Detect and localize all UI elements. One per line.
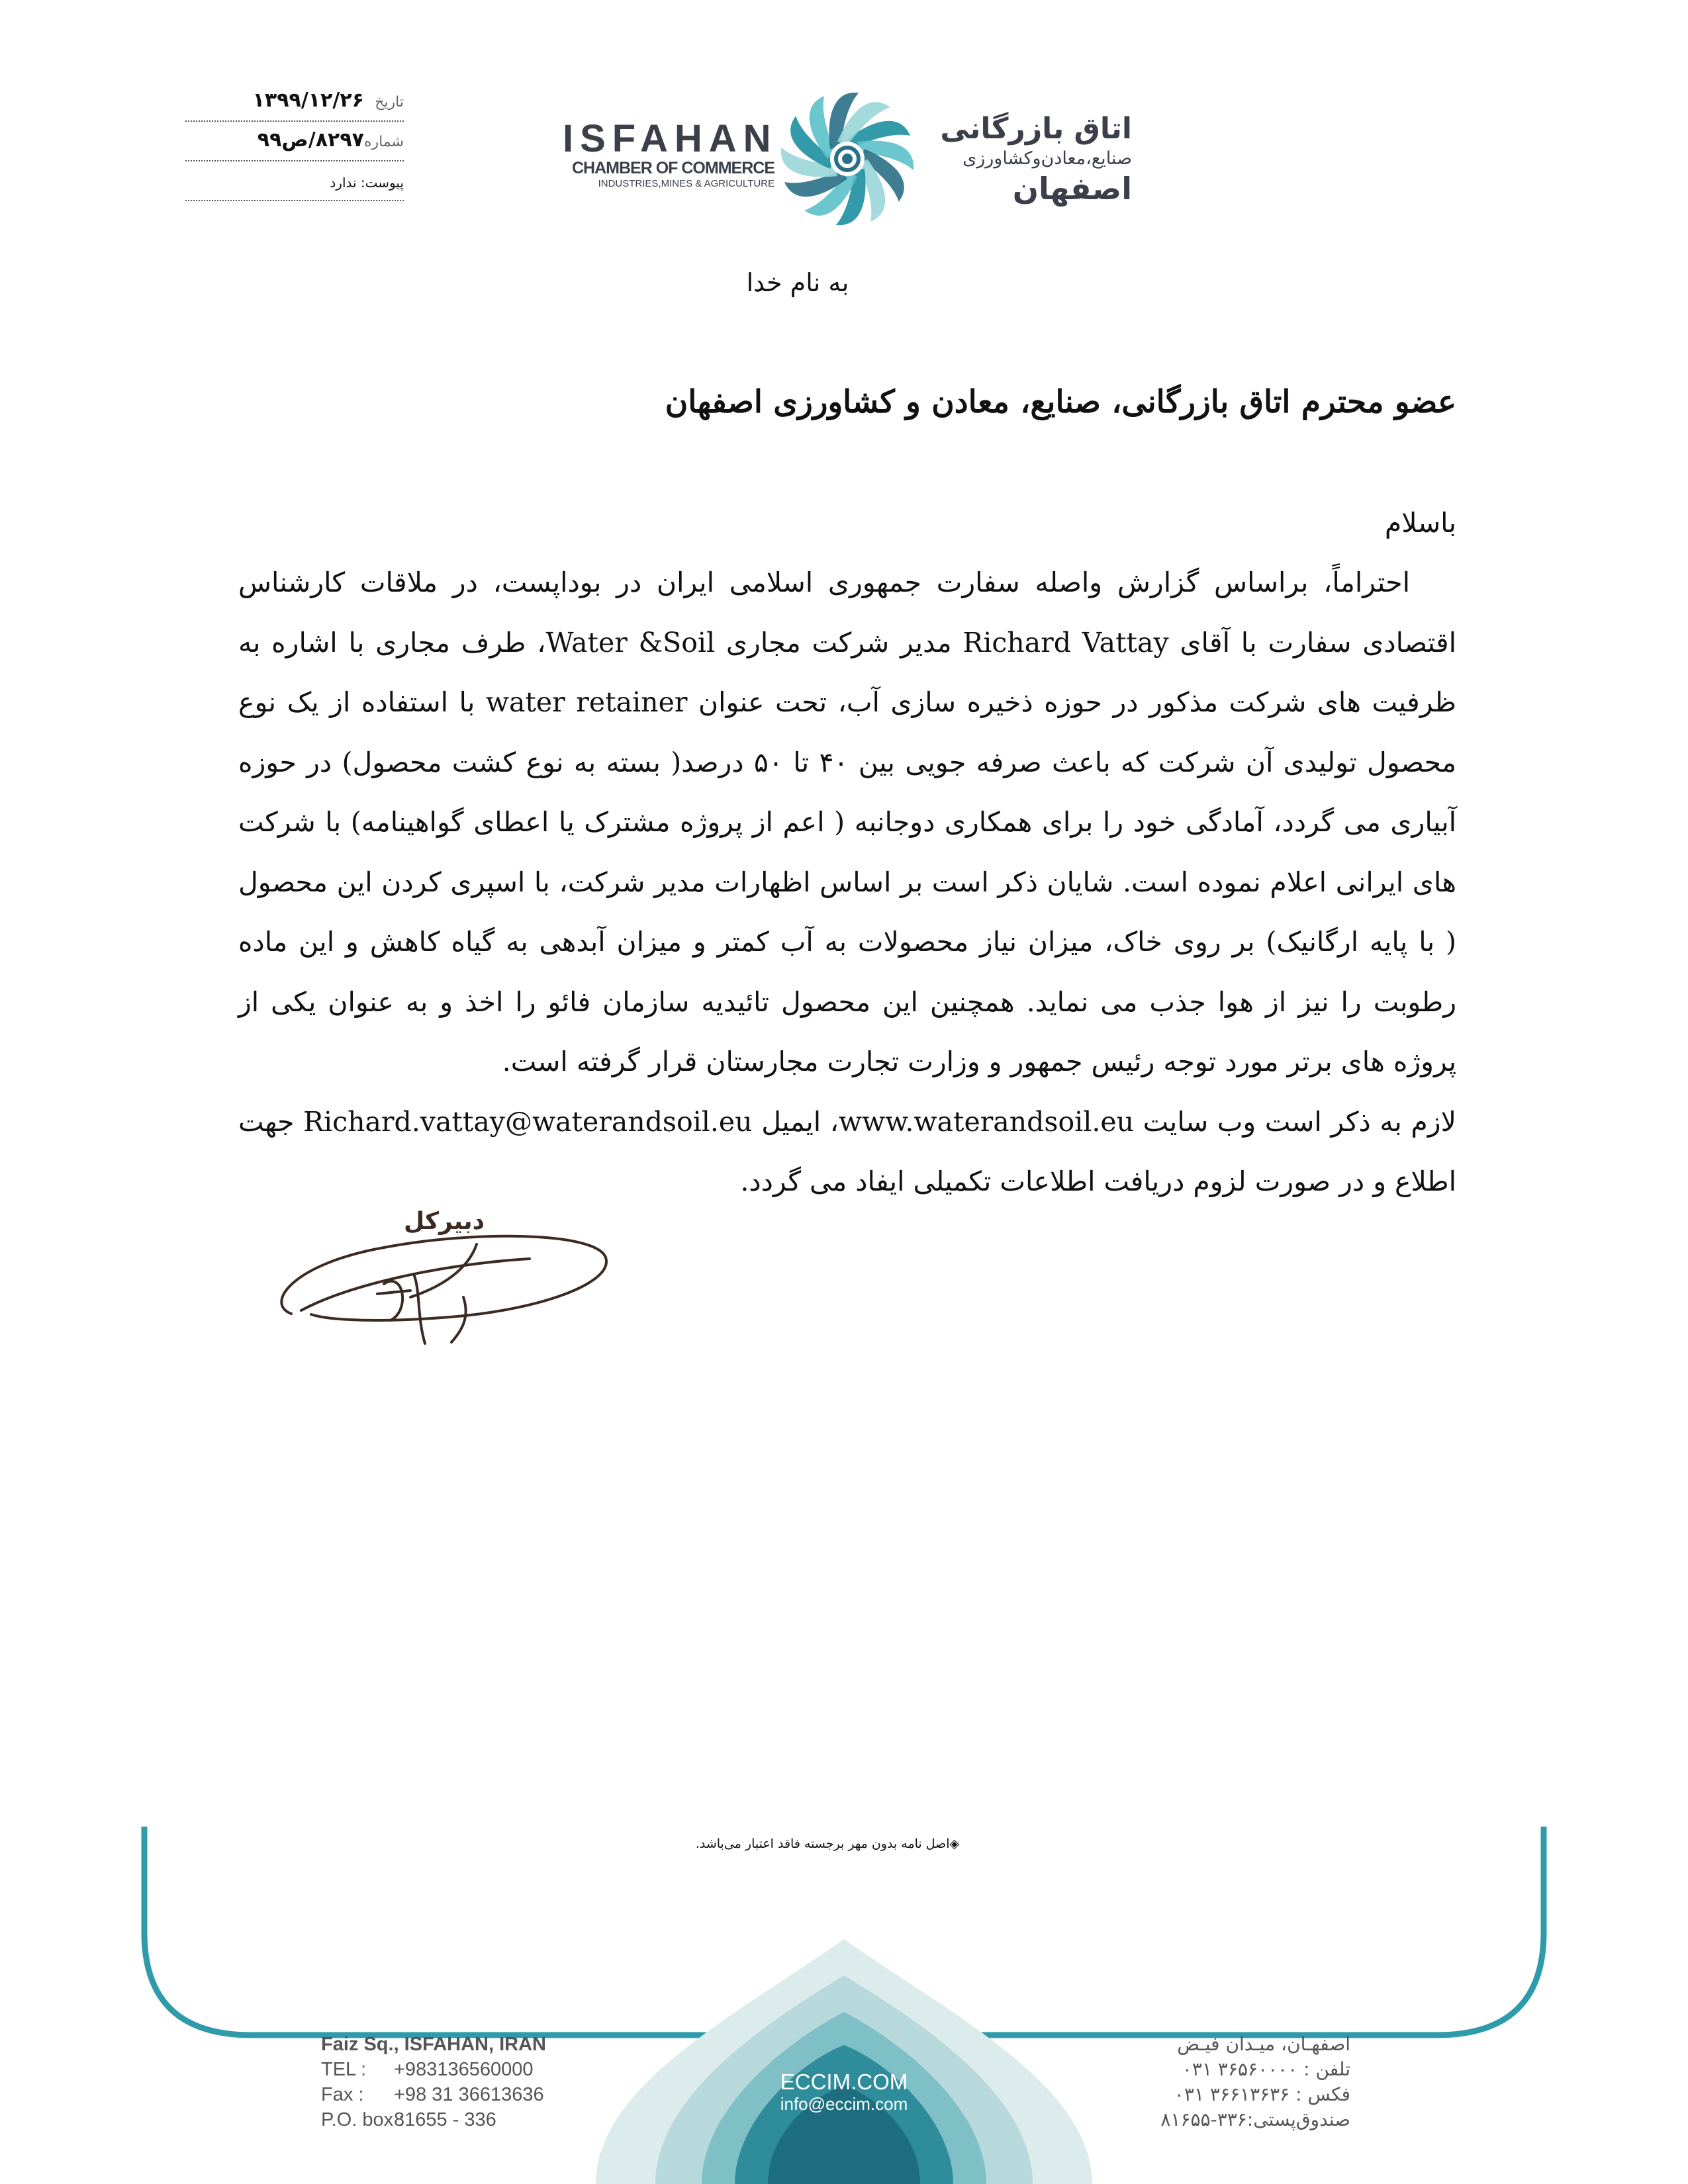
- footer-emblem-icon: [596, 1939, 1092, 2184]
- footer-tel-label: TEL :: [321, 2059, 367, 2080]
- logo-en-line1: ISFAHAN: [563, 117, 778, 160]
- footer-tel-value: +983136560000: [394, 2059, 534, 2080]
- attachment-text: پیوست: ندارد: [330, 175, 404, 191]
- footer-tel-fa: تلفن : ۳۶۵۶۰۰۰۰ ۰۳۱: [1182, 2058, 1350, 2080]
- footer-pobox-value: 81655 - 336: [394, 2109, 496, 2130]
- footer-address-en: Faiz Sq., ISFAHAN, IRAN: [321, 2034, 546, 2055]
- number-value: ۸۲۹۷/ص۹۹: [257, 128, 364, 152]
- logo-en-line3: INDUSTRIES,MINES & AGRICULTURE: [598, 178, 774, 189]
- salutation: باسلام: [1384, 507, 1456, 539]
- footer-english: [321, 2032, 546, 2132]
- validity-note: ◈اصل نامه بدون مهر برجسته فاقد اعتبار می‌باشد.: [695, 1837, 960, 1851]
- footer-pobox-label: P.O. box :: [321, 2109, 404, 2130]
- footer-fax-fa: فکس : ۳۶۶۱۳۶۳۶ ۰۳۱: [1174, 2083, 1350, 2105]
- footer-website[interactable]: ECCIM.COM: [780, 2070, 908, 2094]
- logo-fa-line2: صنایع،معادن‌وکشاورزی: [962, 148, 1132, 169]
- footer-persian: [1160, 2032, 1350, 2132]
- number-label: شماره: [363, 134, 404, 150]
- footer-address-fa: اصفهـان، میـدان فیـض: [1177, 2033, 1350, 2055]
- footer-contact-center: [748, 2070, 940, 2114]
- logo-fa-line3: اصفهان: [1012, 171, 1132, 206]
- date-value: ۱۳۹۹/۱۲/۲۶: [252, 89, 364, 112]
- logo-fa-line1: اتاق بازرگانی: [940, 112, 1132, 146]
- recipient-heading: عضو محترم اتاق بازرگانی، صنایع، معادن و کشاورزی اصفهان: [665, 384, 1456, 420]
- signature-title: دبیرکل: [404, 1208, 485, 1235]
- footer-fax-label: Fax :: [321, 2084, 364, 2105]
- date-label: تاریخ: [375, 94, 404, 111]
- footer-fax-value: +98 31 36613636: [394, 2084, 544, 2105]
- footer-pobox-fa: صندوق‌پستی:۳۳۶-۸۱۶۵۵: [1160, 2109, 1350, 2130]
- footer-email[interactable]: info@eccim.com: [780, 2094, 908, 2114]
- logo-en-line2: CHAMBER OF COMMERCE: [572, 159, 774, 177]
- body-paragraph-2: لازم به ذکر است وب سایت www.waterandsoil.eu، ایمیل Richard.vattay@waterandsoil.eu جهت اطلاع و در صورت لزوم دریافت اطلاعات تکمیلی ایفاد می گردد.: [238, 1105, 1456, 1197]
- bismillah: به نام خدا: [746, 268, 849, 297]
- body-paragraph-1: احتراماً، براساس گزارش واصله سفارت جمهوری اسلامی ایران در بوداپست، در ملاقات کارشناس اقتصادی سفارت با آقای Richard Vattay مدیر شرکت مجاری Water &Soil، طرف مجاری با اشاره به ظرفیت های شرکت مذکور در حوزه ذخیره سازی آب، تحت عنوان water retainer با استفاده از یک نوع محصول تولیدی آن شرکت که باعث صرفه جویی بین ۴۰ تا ۵۰ درصد( بسته به نوع کشت محصول) در حوزه آبیاری می گردد، آمادگی خود را برای همکاری دوجانبه ( اعم از پروژه مشترک یا اعطای گواهینامه) با شرکت های ایرانی اعلام نموده است. شایان ذکر است بر اساس اظهارات مدیر شرکت، با اسپری کردن این محصول ( با پایه ارگانیک) بر روی خاک، میزان نیاز محصولات به آب کمتر و میزان آبدهی به گیاه کاهش و این ماده رطوبت را نیز از هوا جذب می نماید. همچنین این محصول تائیدیه سازمان فائو را اخذ و به عنوان یکی از پروژه های برتر مورد توجه رئیس جمهور و وزارت تجارت مجارستان قرار گرفته است.: [238, 567, 1457, 1077]
